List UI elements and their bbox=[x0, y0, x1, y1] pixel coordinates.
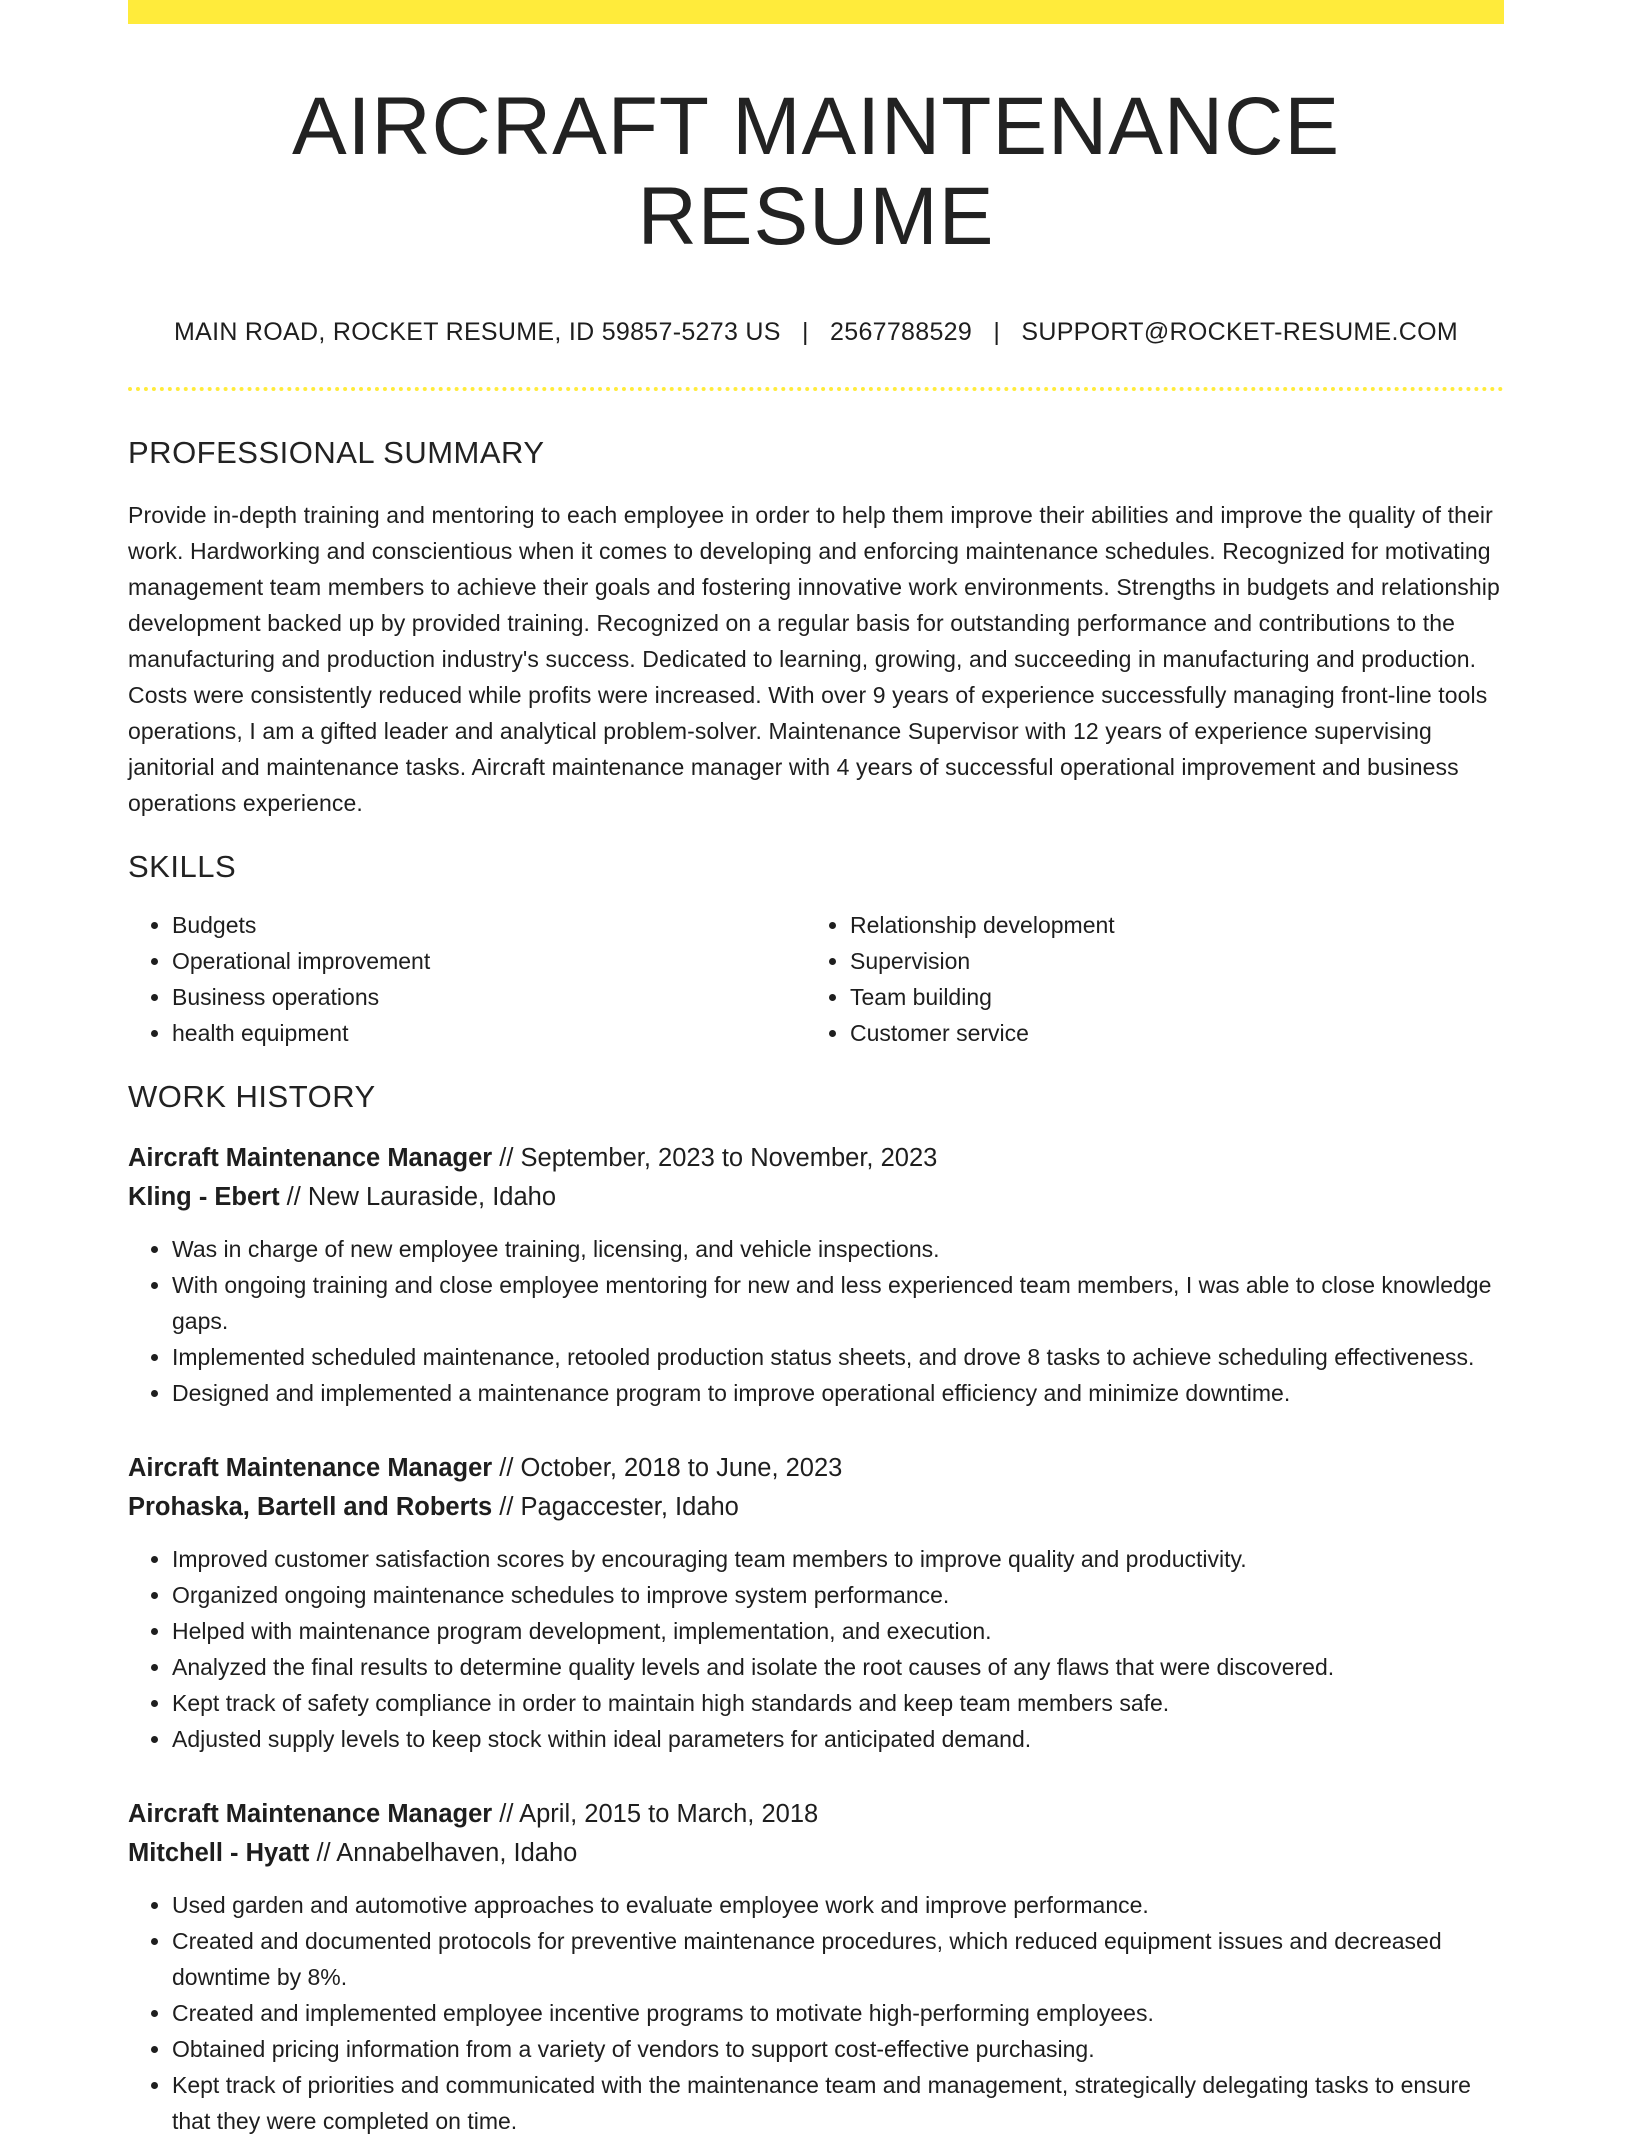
job-bullet: • Designed and implemented a maintenance program to improve operational efficiency and minimize downtime. bbox=[172, 1375, 1504, 1411]
job-role: Aircraft Maintenance Manager bbox=[128, 1454, 493, 1483]
job-entry bbox=[128, 1449, 1504, 1757]
job-bullet: • Was in charge of new employee training, licensing, and vehicle inspections. bbox=[172, 1231, 1504, 1267]
resume-page bbox=[128, 0, 1504, 2139]
job-bullet: • Kept track of safety compliance in order to maintain high standards and keep team members safe. bbox=[172, 1685, 1504, 1721]
job-bullet: • Used garden and automotive approaches to evaluate employee work and improve performance. bbox=[172, 1887, 1504, 1923]
job-bullet: • Helped with maintenance program development, implementation, and execution. bbox=[172, 1613, 1504, 1649]
job-bullet: • Analyzed the final results to determine quality levels and isolate the root causes of any flaws that were discovered. bbox=[172, 1649, 1504, 1685]
resume-title: AIRCRAFT MAINTENANCE RESUME bbox=[291, 81, 1341, 263]
contact-separator: | bbox=[801, 318, 809, 347]
dotted-divider bbox=[128, 387, 1504, 391]
job-role-line bbox=[128, 1795, 1504, 1834]
job-location: // Annabelhaven, Idaho bbox=[309, 1839, 578, 1868]
contact-line bbox=[128, 318, 1504, 347]
job-company: Mitchell - Hyatt bbox=[128, 1839, 310, 1868]
contact-email: SUPPORT@ROCKET-RESUME.COM bbox=[1021, 318, 1459, 347]
job-entry bbox=[128, 1795, 1504, 2139]
job-role: Aircraft Maintenance Manager bbox=[128, 1800, 493, 1829]
job-bullet: • With ongoing training and close employee mentoring for new and less experienced team members, I was able to close knowledge gaps. bbox=[172, 1267, 1504, 1339]
job-location: // New Lauraside, Idaho bbox=[279, 1183, 557, 1212]
job-bullet: • Obtained pricing information from a variety of vendors to support cost-effective purchasing. bbox=[172, 2031, 1504, 2067]
job-bullets bbox=[128, 1231, 1504, 1411]
job-bullet: • Created and implemented employee incentive programs to motivate high-performing employees. bbox=[172, 1995, 1504, 2031]
job-bullet: • Improved customer satisfaction scores by encouraging team members to improve quality and productivity. bbox=[172, 1541, 1504, 1577]
skill-item: • health equipment bbox=[172, 1015, 806, 1051]
skill-item: • Team building bbox=[850, 979, 1484, 1015]
job-company-line bbox=[128, 1834, 1504, 1873]
job-bullet: • Implemented scheduled maintenance, retooled production status sheets, and drove 8 tasks to achieve scheduling effectiveness. bbox=[172, 1339, 1504, 1375]
job-dates: // September, 2023 to November, 2023 bbox=[492, 1144, 938, 1173]
work-history-heading: WORK HISTORY bbox=[128, 1079, 376, 1115]
job-company-line bbox=[128, 1488, 1504, 1527]
skill-item: • Operational improvement bbox=[172, 943, 806, 979]
skill-item: • Business operations bbox=[172, 979, 806, 1015]
job-location: // Pagaccester, Idaho bbox=[492, 1493, 739, 1522]
skills-grid bbox=[128, 907, 1504, 1051]
contact-phone: 2567788529 bbox=[830, 318, 973, 347]
skill-item: • Relationship development bbox=[850, 907, 1484, 943]
job-role-line bbox=[128, 1139, 1504, 1178]
skills-list-right bbox=[806, 907, 1484, 1051]
summary-heading: PROFESSIONAL SUMMARY bbox=[128, 435, 545, 471]
job-bullets bbox=[128, 1887, 1504, 2139]
job-bullet: • Created and documented protocols for preventive maintenance procedures, which reduced equipment issues and decreased downtime by 8%. bbox=[172, 1923, 1504, 1995]
job-company-line bbox=[128, 1178, 1504, 1217]
accent-top-bar bbox=[128, 0, 1504, 24]
job-role: Aircraft Maintenance Manager bbox=[128, 1144, 493, 1173]
job-bullet: • Organized ongoing maintenance schedules to improve system performance. bbox=[172, 1577, 1504, 1613]
job-bullet: • Adjusted supply levels to keep stock within ideal parameters for anticipated demand. bbox=[172, 1721, 1504, 1757]
job-role-line bbox=[128, 1449, 1504, 1488]
skills-list-left bbox=[128, 907, 806, 1051]
contact-address: MAIN ROAD, ROCKET RESUME, ID 59857-5273 US bbox=[173, 318, 781, 347]
contact-separator: | bbox=[993, 318, 1001, 347]
job-bullet: • Kept track of priorities and communicated with the maintenance team and management, strategically delegating tasks to ensure that they were completed on time. bbox=[172, 2067, 1504, 2139]
job-dates: // April, 2015 to March, 2018 bbox=[492, 1800, 819, 1829]
summary-text: Provide in-depth training and mentoring to each employee in order to help them improve their abilities and improve the quality of their work. Hardworking and conscientious when it comes to developing and enforcing maintenance schedules. Recognized for motivating management team members to achieve their goals and fostering innovative work environments. Strengths in budgets and relationship development backed up by provided training. Recognized on a regular basis for outstanding performance and contributions to the manufacturing and production industry's success. Dedicated to learning, growing, and succeeding in manufacturing and production. Costs were consistently reduced while profits were increased. With over 9 years of experience successfully managing front-line tools operations, I am a gifted leader and analytical problem-solver. Maintenance Supervisor with 12 years of experience supervising janitorial and maintenance tasks. Aircraft maintenance manager with 4 years of successful operational improvement and business operations experience. bbox=[128, 502, 1500, 817]
job-dates: // October, 2018 to June, 2023 bbox=[492, 1454, 843, 1483]
job-company: Kling - Ebert bbox=[128, 1183, 280, 1212]
job-company: Prohaska, Bartell and Roberts bbox=[128, 1493, 493, 1522]
skill-item: • Customer service bbox=[850, 1015, 1484, 1051]
skills-heading: SKILLS bbox=[128, 849, 237, 885]
skill-item: • Supervision bbox=[850, 943, 1484, 979]
skill-item: • Budgets bbox=[172, 907, 806, 943]
job-entry bbox=[128, 1139, 1504, 1411]
job-bullets bbox=[128, 1541, 1504, 1757]
